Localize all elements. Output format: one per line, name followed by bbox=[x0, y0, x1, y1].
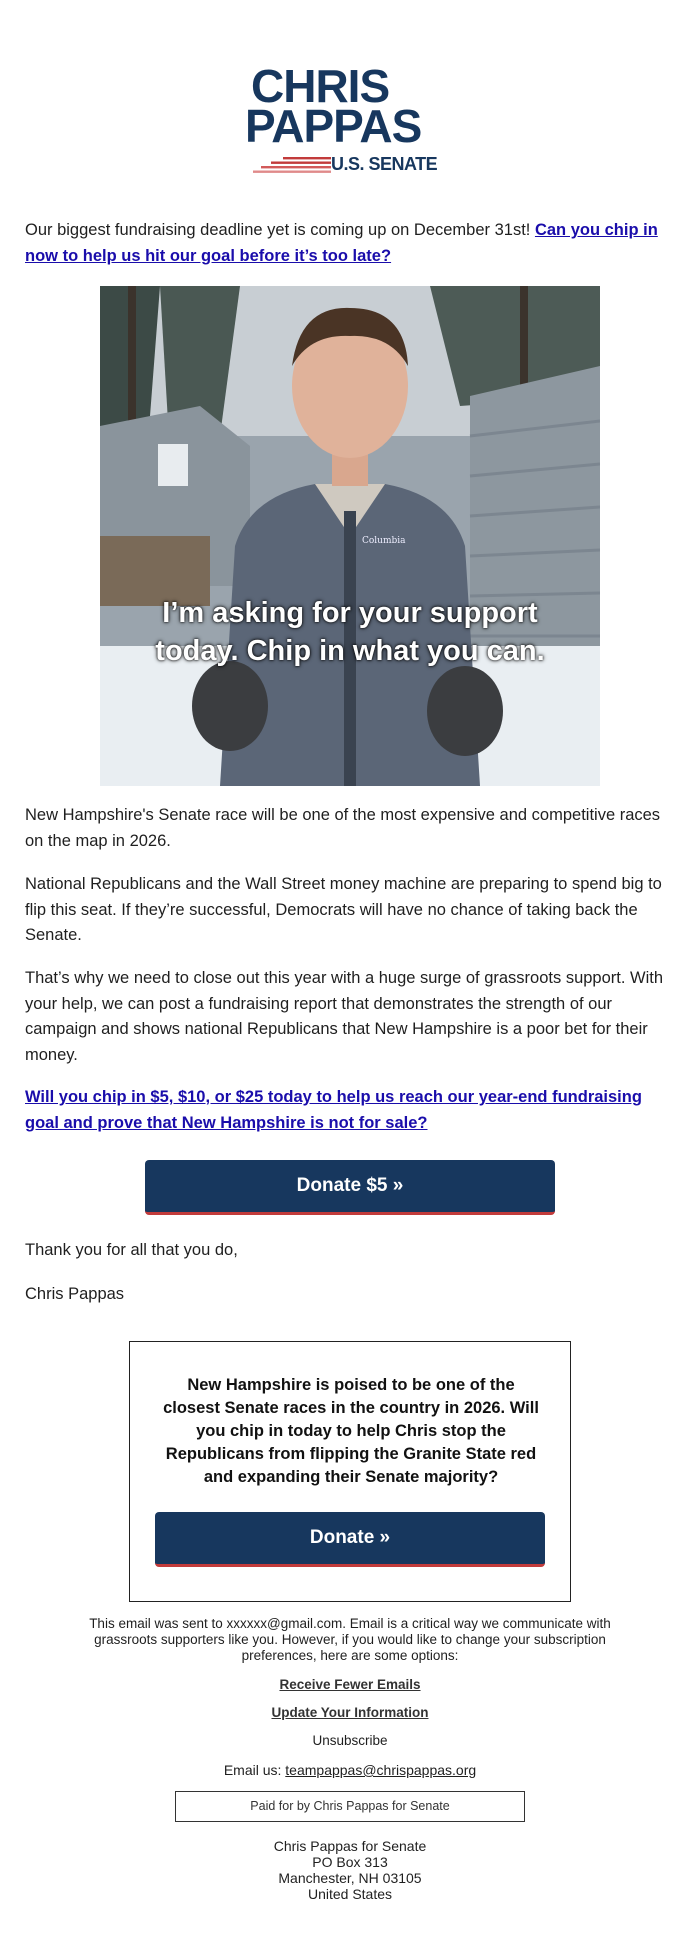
update-info-row bbox=[60, 1705, 640, 1721]
address-line: PO Box 313 bbox=[312, 1854, 388, 1870]
receive-fewer-emails-link[interactable]: Receive Fewer Emails bbox=[279, 1677, 421, 1692]
intro-paragraph bbox=[25, 218, 675, 269]
intro-text: Our biggest fundraising deadline yet is coming up on December 31st! bbox=[25, 221, 535, 239]
thanks-text: Thank you for all that you do, bbox=[25, 1241, 238, 1259]
ask-donate-link[interactable]: Will you chip in $5, $10, or $25 today to help us reach our year-end fundraising goal and prove that New Hampshire is not for sale? bbox=[25, 1088, 642, 1132]
intro-donate-link[interactable]: Can you chip in now to help us hit our goal before it’s too late? bbox=[25, 221, 658, 265]
ask-paragraph bbox=[25, 1085, 675, 1136]
unsubscribe-row bbox=[60, 1733, 640, 1749]
logo-first-name: CHRIS bbox=[251, 60, 390, 112]
mailing-address bbox=[60, 1838, 640, 1902]
subscription-notice: This email was sent to xxxxxx@gmail.com. Email is a critical way we communicate with grassroots supporters like you. However, if you would like to change your subscription preferences, here are some options: bbox=[89, 1616, 611, 1663]
email-us-label: Email us: bbox=[223, 1762, 286, 1778]
caption-line-2: today. Chip in what you can. bbox=[155, 635, 545, 667]
signature-name: Chris Pappas bbox=[25, 1285, 125, 1303]
donate-5-button[interactable]: Donate $5 » bbox=[145, 1160, 555, 1215]
contact-row bbox=[60, 1762, 640, 1778]
address-line: Chris Pappas for Senate bbox=[273, 1838, 427, 1854]
video-caption bbox=[100, 594, 600, 670]
paragraph-1: New Hampshire's Senate race will be one of the most expensive and competitive races on the map in 2026. bbox=[25, 806, 661, 850]
unsubscribe-link[interactable]: Unsubscribe bbox=[312, 1733, 388, 1748]
contact-email-link[interactable]: teampappas@chrispappas.org bbox=[285, 1762, 477, 1778]
appeal-text: New Hampshire is poised to be one of the closest Senate races in the country in 2026. Will you chip in today to help Chris stop the Republicans from flipping the Granite State red and expanding their Senate majority? bbox=[163, 1376, 539, 1486]
jacket-brand-label: Columbia bbox=[362, 536, 406, 546]
address-line: Manchester, NH 03105 bbox=[278, 1870, 422, 1886]
caption-line-1: I’m asking for your support bbox=[162, 597, 538, 629]
campaign-logo bbox=[245, 60, 455, 182]
paragraph-2: National Republicans and the Wall Street money machine are preparing to spend big to flip this seat. If they’re successful, Democrats will have no chance of taking back the Senate. bbox=[25, 875, 662, 944]
paragraph-3: That’s why we need to close out this year with a huge surge of grassroots support. With your help, we can post a fundraising report that demonstrates the strength of our campaign and shows national Republicans that New Hampshire is a poor bet for their money. bbox=[25, 969, 664, 1064]
photo-illustration bbox=[100, 286, 600, 786]
logo-subtitle: U.S. SENATE bbox=[331, 154, 438, 174]
fewer-emails-row bbox=[60, 1677, 640, 1693]
address-line: United States bbox=[307, 1886, 393, 1902]
logo-last-name: PAPPAS bbox=[245, 100, 422, 152]
update-information-link[interactable]: Update Your Information bbox=[271, 1705, 429, 1720]
video-still-image[interactable] bbox=[100, 286, 600, 786]
logo-stripes-icon bbox=[253, 156, 331, 174]
appeal-box bbox=[129, 1341, 571, 1602]
donate-button[interactable]: Donate » bbox=[155, 1512, 545, 1567]
paid-for-disclaimer: Paid for by Chris Pappas for Senate bbox=[175, 1791, 525, 1822]
